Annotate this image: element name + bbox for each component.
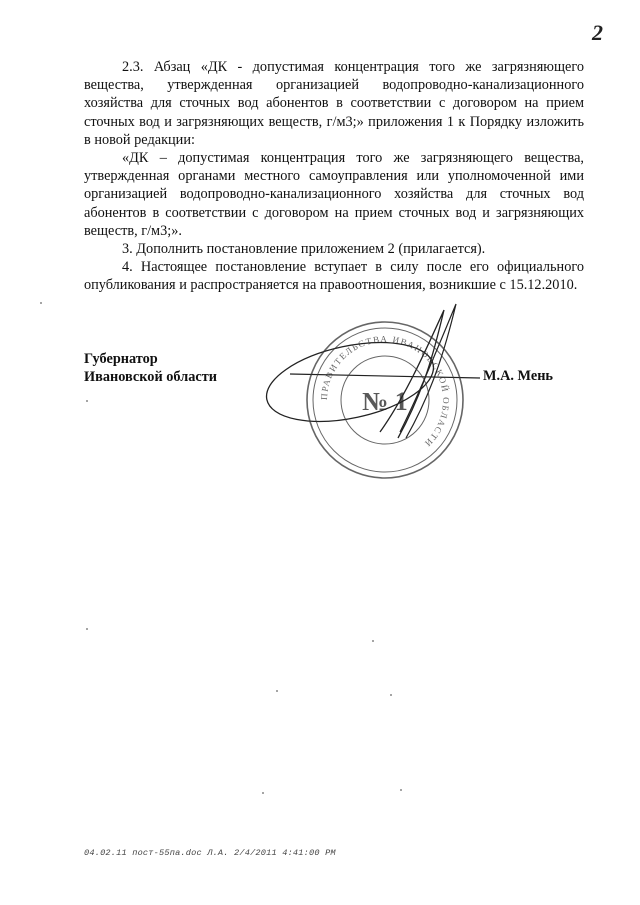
signature-tail: [290, 374, 480, 378]
signer-position-line2: Ивановской области: [84, 369, 217, 385]
official-seal: [307, 322, 463, 478]
scan-speck: [400, 789, 402, 791]
scan-speck: [276, 690, 278, 692]
scan-speck: [390, 694, 392, 696]
page-number: 2: [592, 20, 603, 45]
signer-position-line1: Губернатор: [84, 351, 158, 367]
scan-speck: [86, 400, 88, 402]
paragraph-3: 3. Дополнить постановление приложением 2 (прилагается).: [122, 241, 486, 258]
signature-stroke: [380, 310, 444, 438]
paragraph-2-3: 2.3. Абзац «ДК - допустимая концентрация того же загрязняющего вещества, утвержденная организацией водопроводно-канализационного хозяйства для сточных вод абонентов в соответствии с договором на прием сточных вод и загрязняющих веществ, г/м3;» приложения 1 к Порядку изложить в новой редакции:: [84, 59, 584, 148]
scan-speck: [372, 640, 374, 642]
document-footer: 04.02.11 пост-55па.doc Л.А. 2/4/2011 4:41:00 PM: [84, 848, 336, 858]
seal-and-signature-graphic: [230, 292, 490, 492]
scan-speck: [86, 628, 88, 630]
seal-ring-text: ПРАВИТЕЛЬСТВА ИВАНОВСКОЙ ОБЛАСТИ: [318, 333, 452, 450]
scan-speck: [40, 302, 42, 304]
paragraph-4: 4. Настоящее постановление вступает в силу после его официального опубликования и распространяется на правоотношения, возникшие с 15.12.2010.: [84, 259, 584, 294]
document-body: [84, 58, 584, 295]
paragraph-new-wording: «ДК – допустимая концентрация того же загрязняющего вещества, утвержденная органами местного самоуправления или уполномоченной ими организацией водопроводно-канализационного хозяйства для сточных вод абонентов в соответствии с договором на прием сточных вод и загрязняющих веществ, г/м3;».: [84, 150, 584, 239]
signer-position: [84, 350, 217, 386]
seal-number: № 1: [362, 387, 408, 416]
signer-name: М.А. Мень: [483, 368, 553, 384]
scan-speck: [262, 792, 264, 794]
